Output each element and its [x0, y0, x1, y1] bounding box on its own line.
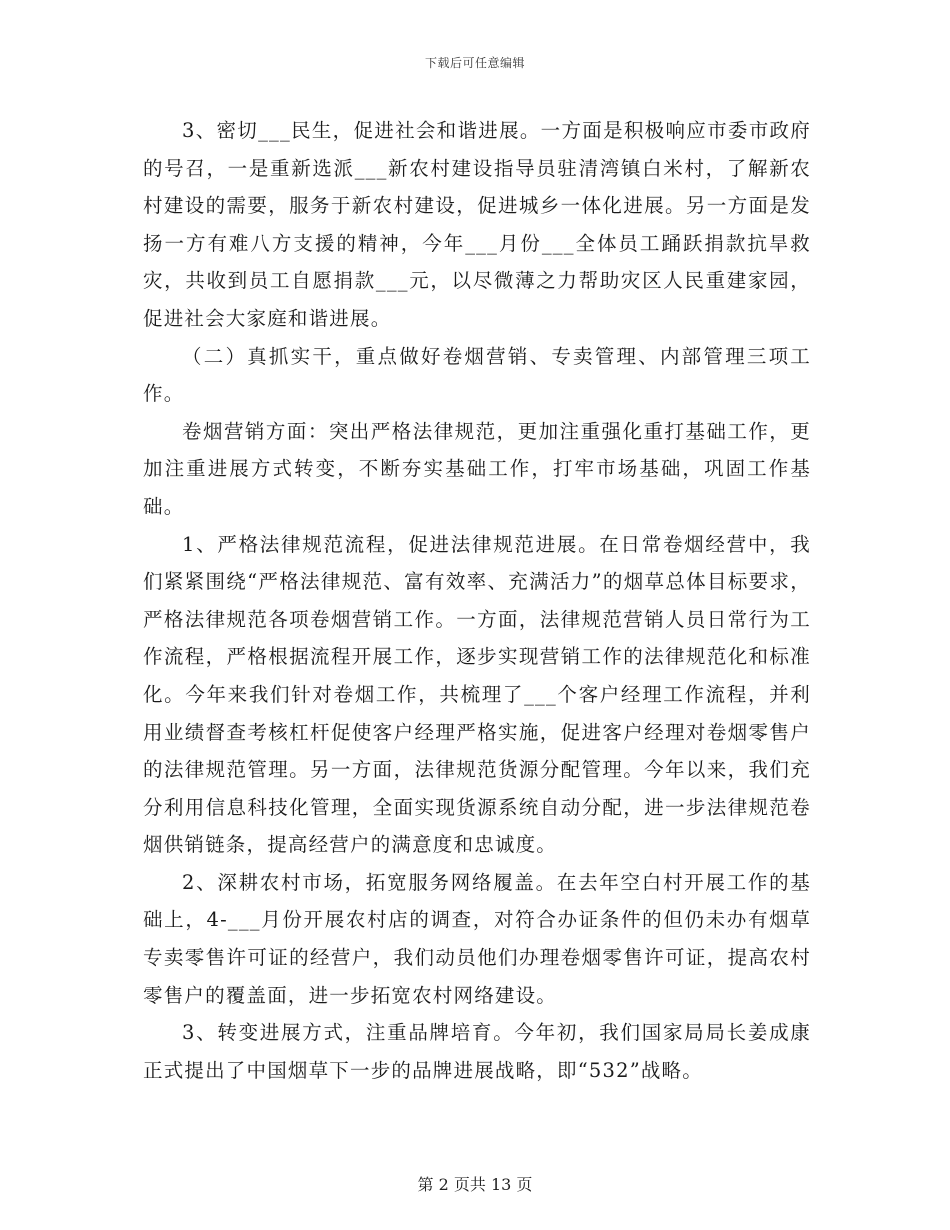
page-number: 第 2 页共 13 页 — [417, 1175, 533, 1194]
paragraph-rural-market: 2、深耕农村市场，拓宽服务网络履盖。在去年空白村开展工作的基础上，4-___月份开展农村店的调查，对符合办证条件的但仍未办有烟草专卖零售许可证的经营户，我们动员他们办理卷烟零售许可证，提高农村零售户的覆盖面，进一步拓宽农村网络建设。 — [143, 870, 811, 1007]
paragraph-section-two-heading: （二）真抓实干，重点做好卷烟营销、专卖管理、内部管理三项工作。 — [143, 344, 811, 406]
paragraph-marketing-overview: 卷烟营销方面：突出严格法律规范，更加注重强化重打基础工作，更加注重进展方式转变，不断夯实基础工作，打牢市场基础，巩固工作基础。 — [143, 419, 811, 518]
page-header: 下载后可任意编辑 — [424, 56, 525, 70]
paragraph-brand-cultivation: 3、转变进展方式，注重品牌培育。今年初，我们国家局局长姜成康正式提出了中国烟草下一步的品牌进展战略，即“532”战略。 — [143, 1021, 811, 1082]
document-body — [143, 112, 811, 1089]
paragraph-livelihood: 3、密切___民生，促进社会和谐进展。一方面是积极响应市委市政府的号召，一是重新选派___新农村建设指导员驻清湾镇白米村，了解新农村建设的需要，服务于新农村建设，促进城乡一体化进展。另一方面是发扬一方有难八方支援的精神，今年___月份___全体员工踊跃捐款抗旱救灾，共收到员工自愿捐款___元，以尽微薄之力帮助灾区人民重建家园，促进社会大家庭和谐进展。 — [143, 119, 811, 330]
paragraph-standardize-process: 1、严格法律规范流程，促进法律规范进展。在日常卷烟经营中，我们紧紧围绕“严格法律规范、富有效率、充满活力”的烟草总体目标要求，严格法律规范各项卷烟营销工作。一方面，法律规范营销人员日常行为工作流程，严格根据流程开展工作，逐步实现营销工作的法律规范化和标准化。今年来我们针对卷烟工作，共梳理了___个客户经理工作流程，并利用业绩督查考核杠杆促使客户经理严格实施，促进客户经理对卷烟零售户的法律规范管理。另一方面，法律规范货源分配管理。今年以来，我们充分利用信息科技化管理，全面实现货源系统自动分配，进一步法律规范卷烟供销链条，提高经营户的满意度和忠诚度。 — [143, 532, 811, 857]
